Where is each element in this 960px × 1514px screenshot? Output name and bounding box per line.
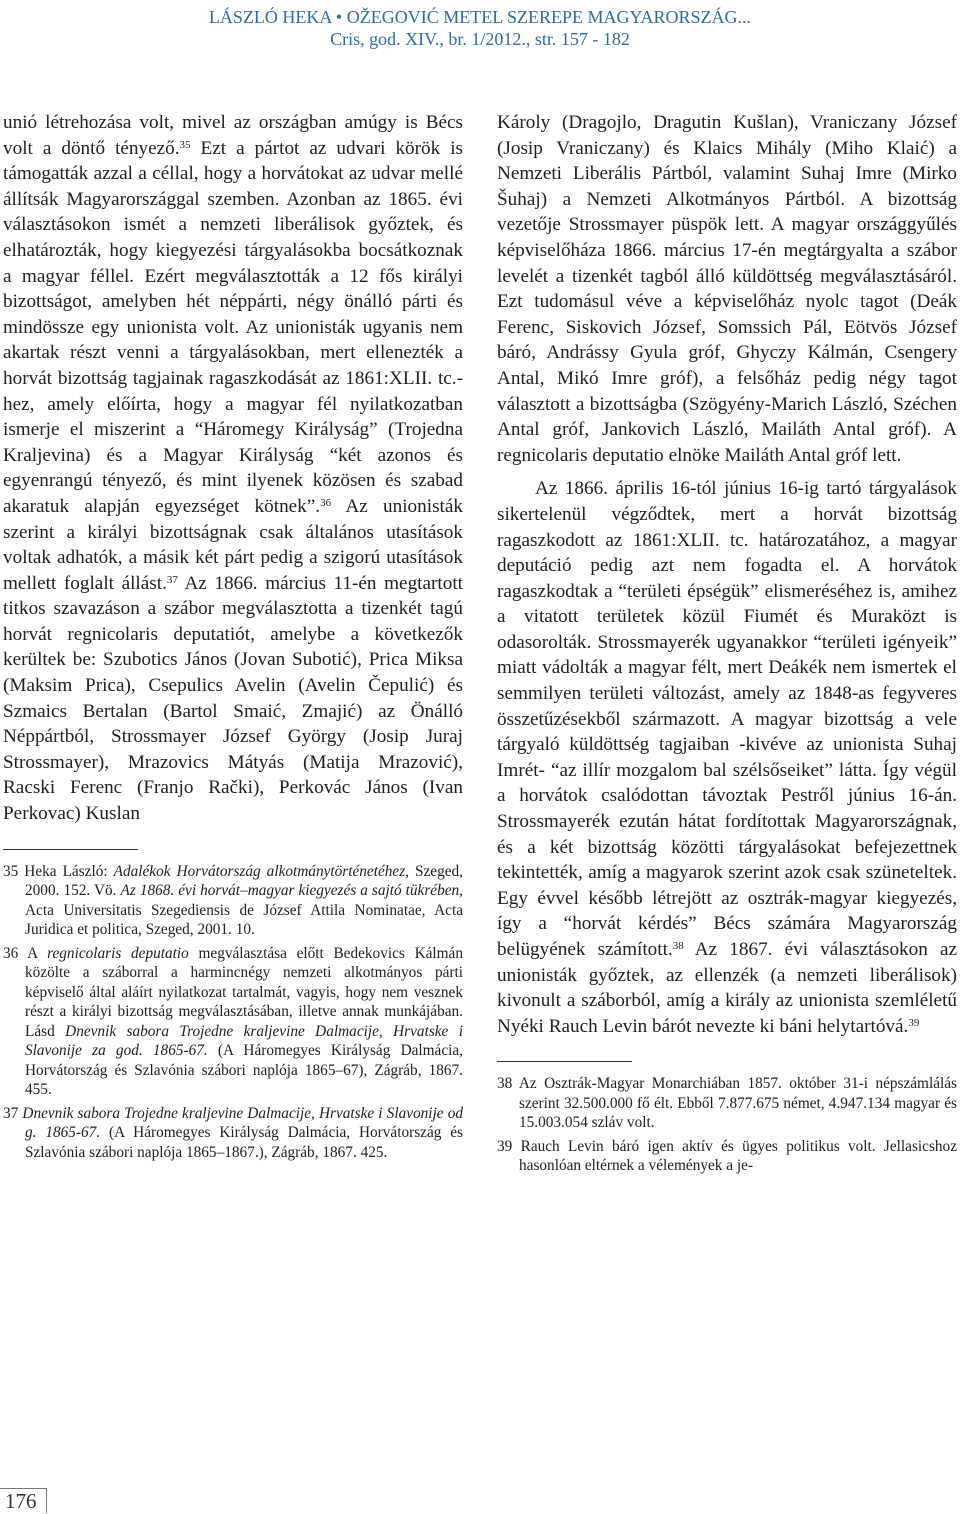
header-title: LÁSZLÓ HEKA • OŽEGOVIĆ METEL SZEREPE MAGYARORSZÁG... bbox=[208, 7, 752, 27]
footnote-36: 36 A regnicolaris deputatio megválasztása előtt Bedekovics Kálmán közölte a száborral a harmincnégy nemzeti alkotmányos párti képviselő által aláírt nyilatkozat tartalmát, vagyis, hogy nem vesznek részt a királyi bizottság megválasztásában, illetve annak munkájában. Lásd Dnevnik sabora Trojedne kraljevine Dalmacije, Hrvatske i Slavonije za god. 1865-67. (A Háromegyes Királyság Dalmácia, Horvátország és Szlavónia szábori naplója 1865–67), Zágráb, 1867. 455. bbox=[3, 944, 463, 1099]
right-paragraph-1: Károly (Dragojlo, Dragutin Kušlan), Vraniczany József (Josip Vraniczany) és Klaics Mihály (Miho Klaić) a Nemzeti Liberális Pártból, valamint Suhaj Imre (Mirko Šuhaj) a Nemzeti Alkotmányos Pártból. A bizottság vezetője Strossmayer püspök lett. A magyar országgyűlés képviselőháza 1866. március 17-én megtárgyalta a szábor levelét a tizenkét tagból álló küldöttség megválasztásáról. Ezt tudomásul véve a képviselőház nyolc tagot (Deák Ferenc, Siskovich József, Somssich Pál, Eötvös József báró, Andrássy Gyula gróf, Ghyczy Kálmán, Csengery Antal, Mikó Imre gróf), a felsőház pedig négy tagot választott a bizottságba (Szögyény-Marich László, Széchen Antal gróf, Jankovich László, Mailáth Antal gróf). A regnicolaris deputatio elnöke Mailáth Antal gróf lett. bbox=[497, 112, 957, 466]
running-header bbox=[0, 6, 960, 50]
right-paragraph-2: Az 1866. április 16-tól június 16-ig tartó tárgyalások sikertelenül végződtek, mert a horvát bizottság ragaszkodott az 1861:XLII. tc. határozatához, a magyar deputáció pedig azt nem fogadta el. A horvátok ragaszkodtak a “területi épségük” elismeréséhez is, amihez a vitatott területek közül Fiumét és Muraközt is odasorolták. Strossmayerék ugyanakkor “területi igényeik” miatt vádolták a magyar félt, mert Deákék nem ismertek el semmilyen területi változást, amely az 1848-as fegyveres összetűzésekből származott. A magyar bizottság a vele tárgyaló küldöttség tagjaiban -kivéve az unionista Suhaj Imrét- “az illír mozgalom bal szélsőseiket” látta. Így végül a horvátok csalódottan távoztak Pestről június 16-án. Strossmayerék ezután hátat fordítottak Magyarországnak, és a két bizottság közötti tárgyalásokat befejezettnek tekintették, amíg a magyarok szerint azok csak szüneteltek. Egy évvel később létrejött az osztrák-magyar kiegyezés, így a “horvát kérdés” Bécs számára Magyarország belügyének számított.$^{38}$ Az 1867. évi választásokon az unionisták győztek, az ellenzék (a nemzeti liberálisok) kivonult a száborból, amíg a király az unionista szemléletű Nyéki Rauch Levin bárót nevezte ki báni helytartóvá.$^{39}$ bbox=[497, 478, 957, 1037]
header-citation: Cris, god. XIV., br. 1/2012., str. 157 - 182 bbox=[330, 29, 630, 49]
footnote-39: 39 Rauch Levin báró igen aktív és ügyes politikus volt. Jellasicshoz hasonlóan eltérnek a vélemények a je- bbox=[497, 1137, 957, 1175]
page-number: 176 bbox=[5, 1489, 37, 1513]
footnote-ref-36[interactable]: 36 bbox=[320, 496, 332, 509]
footnote-separator bbox=[497, 1061, 632, 1062]
left-column bbox=[3, 110, 463, 1166]
footnote-ref-35[interactable]: 35 bbox=[179, 138, 191, 151]
left-paragraph: unió létrehozása volt, mivel az országban amúgy is Bécs volt a döntő tényező.$^{35}$ Ezt a pártot az udvari körök is támogatták azzal a céllal, hogy a horvátokat az udvar mellé állítsák Magyarországgal szemben. Azonban az 1865. évi választásokon ismét a nemzeti liberálisok győztek, és elhatározták, hogy kiegyezési tárgyalásokba bocsátkoznak a magyar féllel. Ezért megválasztották a 12 fős királyi bizottságot, amelyben hét néppárti, négy önálló párti és mindössze egy unionista volt. Az unionisták ugyanis nem akartak részt venni a tárgyalásokban, mert ellenezték a horvát bizottság tagjainak ragaszkodását az 1861:XLII. tc.-hez, amely előírta, hogy a magyar fél nyilatkozatban ismerje el miszerint a “Háromegy Királyság” (Trojedna Kraljevina) és a Magyar Királyság “két azonos és egyenrangú tényező, és mint ilyenek közösen és szabad akaratuk alapján egyezséget kötnek”.$^{36}$ Az unionisták szerint a királyi bizottságnak csak általános utasítások voltak adhatók, a másik két párt pedig a szigorú utasítások mellett foglalt állást.$^{37}$ Az 1866. március 11-én megtartott titkos szavazáson a szábor megválasztotta a tizenkét tagú horvát regnicolaris deputatiót, amelybe a következők kerültek be: Szubotics János (Jovan Subotić), Prica Miksa (Maksim Prica), Csepulics Avelin (Avelin Čepulić) és Szmaics Bertalan (Bartol Smaić, Zmajić) az Önálló Néppártból, Strossmayer József György (Josip Juraj Strossmayer), Mrazovics Mátyás (Matija Mrazović), Racski Ferenc (Franjo Rački), Perkovác János (Ivan Perkovac) Kuslan bbox=[3, 112, 464, 825]
footnote-35: 35 Heka László: Adalékok Horvátország alkotmánytörténetéhez, Szeged, 2000. 152. Vö. Az 1868. évi horvát–magyar kiegyezés a sajtó tükrében, Acta Universitatis Szegediensis de József Attila Nominatae, Acta Juridica et politica, Szeged, 2001. 10. bbox=[3, 862, 463, 939]
footnote-ref-37[interactable]: 37 bbox=[166, 573, 178, 586]
footnote-ref-39[interactable]: 39 bbox=[908, 1016, 920, 1029]
right-column bbox=[497, 110, 957, 1180]
footnote-37: 37 Dnevnik sabora Trojedne kraljevine Dalmacije, Hrvatske i Slavonije od g. 1865-67. (A Háromegyes Királyság Dalmácia, Horvátország és Szlavónia szábori naplója 1865–1867.), Zágráb, 1867. 425. bbox=[3, 1104, 463, 1161]
footnote-ref-38[interactable]: 38 bbox=[672, 940, 684, 952]
footnote-separator bbox=[3, 849, 138, 850]
footnote-38: 38 Az Osztrák-Magyar Monarchiában 1857. október 31-i népszámlálás szerint 32.500.000 fő élt. Ebből 7.877.675 német, 4.947.134 magyar és 15.003.054 szláv volt. bbox=[497, 1075, 957, 1132]
